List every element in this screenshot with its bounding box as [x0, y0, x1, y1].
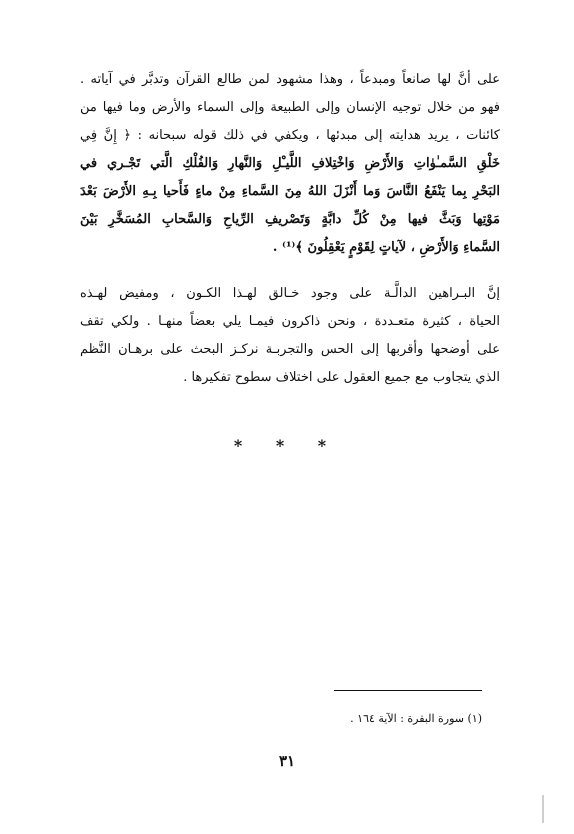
footnote: (١) سورة البقرة : الآية ١٦٤ .	[350, 712, 482, 725]
paragraph-proofs-intro	[80, 280, 500, 392]
section-separator: * * *	[233, 436, 341, 455]
paragraph-quran-verse	[80, 66, 500, 262]
footnote-divider	[334, 690, 482, 691]
text-line: على أنَّ لها صانعاً ومبدعاً ، وهذا مشهود لمن طالع القرآن وتدبَّر في آياته .	[80, 72, 500, 87]
quran-verse-line: مَوْتِها وَبَثَّ فيها مِنْ كُلِّ دابَّةٍ وَتَصْريفِ الرِّياحِ وَالسَّحابِ المُسَخَّرِ بَيْنَ	[80, 212, 500, 227]
quran-verse-line: السَّماءِ وَالأَرْضِ ، لآياتٍ لِقَوْمٍ يَعْقِلُونَ ﴾⁽¹⁾ .	[272, 240, 500, 255]
quran-verse-line: البَحْرِ بِما يَنْفَعُ النَّاسَ وَما أَنْزَلَ اللهُ مِنَ السَّماءِ مِنْ ماءٍ فَأَحيا بِـهِ الأَرْضَ بَعْدَ	[80, 184, 500, 199]
text-line: كائنات ، يريد هدايته إلى مبدئها ، ويكفي في ذلك قوله سبحانه : ﴿ إِنَّ فِي	[80, 128, 500, 143]
page-edge-mark	[542, 795, 544, 823]
text-line: الحياة ، كثيرة متعـددة ، ونحن ذاكرون فيمـا يلي بعضاً منهـا . ولكي تقف	[80, 314, 500, 329]
quran-verse-line: خَلْقِ السَّمـٰوٰاتِ وَالأَرْضِ وَاخْتِلافِ اللَّيـْلِ وَالنَّهارِ وَالفُلْكِ الَّتي تَجْـري في	[80, 156, 500, 171]
text-line: إنَّ البـراهين الدالَّـة على وجود خـالق لهـذا الكـون ، ومفيض لهـذه	[80, 286, 500, 301]
text-line: فهو من خلال توجيه الإنسان وإلى الطبيعة وإلى السماء والأرض وما فيها من	[80, 100, 500, 115]
text-line: الذي يتجاوب مع جميع العقول على اختلاف سطوح تفكيرها .	[183, 370, 500, 385]
page-number: ٣١	[278, 752, 296, 770]
text-line: على أوضحها وأقربها إلى الحس والتجربـة نركـز البحث على برهـان النَّظم	[80, 342, 500, 357]
